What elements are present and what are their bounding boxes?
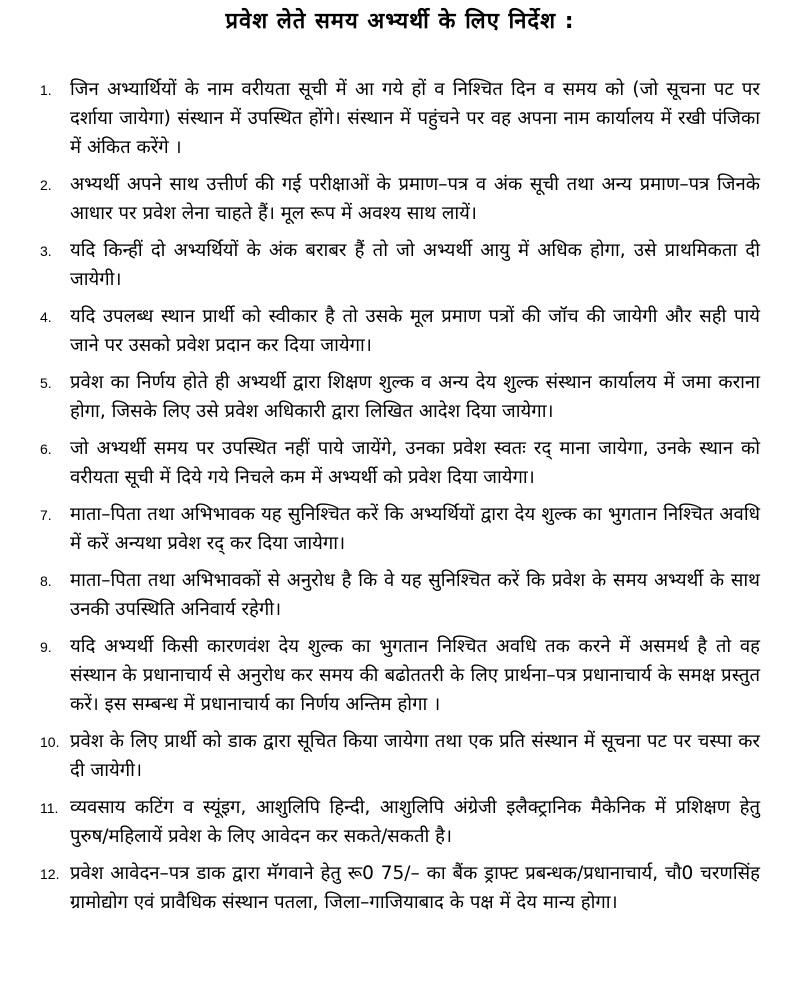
instruction-number: 5. (40, 374, 52, 391)
instruction-text: प्रवेश आवेदन–पत्र डाक द्वारा मॅगवाने हेतु रू0 75/– का बैंक ड्राफ्ट प्रबन्धक/प्रधानाचार्य, चौ0 चरणसिंह ग्रामोद्योग एवं प्रावैधिक संस्थान पतला, जिला–गाजियाबाद के पक्ष में देय मान्य होगा। (70, 862, 760, 913)
instruction-number: 6. (40, 440, 52, 457)
instruction-number: 12. (40, 865, 60, 882)
instruction-item (40, 368, 760, 426)
instruction-text: प्रवेश के लिए प्रार्थी को डाक द्वारा सूचित किया जायेगा तथा एक प्रति संस्थान में सूचना पट पर चस्पा कर दी जायेगी। (70, 730, 760, 781)
instruction-number: 1. (40, 81, 52, 98)
instruction-item (40, 170, 760, 228)
instruction-item (40, 859, 760, 917)
instruction-text: यदि किन्हीं दो अभ्यर्थियों के अंक बराबर हैं तो जो अभ्यर्थी आयु में अधिक होगा, उसे प्राथमिकता दी जायेगी। (70, 239, 760, 290)
instruction-text: माता–पिता तथा अभिभावक यह सुनिश्चित करें कि अभ्यर्थियों द्वारा देय शुल्क का भुगतान निश्चित अवधि में करें अन्यथा प्रवेश रद् कर दिया जायेगा। (70, 503, 760, 554)
instruction-number: 8. (40, 572, 52, 589)
instructions-list (40, 75, 760, 917)
instruction-number: 2. (40, 176, 52, 193)
instruction-number: 11. (40, 799, 59, 816)
instruction-number: 7. (40, 506, 52, 523)
instruction-item (40, 434, 760, 492)
instruction-text: जिन अभ्यार्थियों के नाम वरीयता सूची में आ गये हों व निश्चित दिन व समय को (जो सूचना पट पर दर्शाया जायेगा) संस्थान में उपस्थित होंगे। संस्थान में पहुंचने पर वह अपना नाम कार्यालय में रखी पंजिका में अंकित करेंगे । (70, 78, 760, 158)
instruction-item (40, 75, 760, 162)
instruction-text: यदि अभ्यर्थी किसी कारणवंश देय शुल्क का भुगतान निश्चित अवधि तक करने में असमर्थ है तो वह संस्थान के प्रधानाचार्य से अनुरोध कर समय की बढोततरी के लिए प्रार्थना–पत्र प्रधानाचार्य के समक्ष प्रस्तुत करें। इस सम्बन्ध में प्रधानाचार्य का निर्णय अन्तिम होगा । (70, 635, 760, 715)
instruction-item (40, 302, 760, 360)
instruction-text: जो अभ्यर्थी समय पर उपस्थित नहीं पाये जायेंगे, उनका प्रवेश स्वतः रद् माना जायेगा, उनके स्थान को वरीयता सूची में दिये गये निचले कम में अभ्यर्थी को प्रवेश दिया जायेगा। (70, 437, 760, 488)
instruction-item (40, 793, 760, 851)
page-title: प्रवेश लेते समय अभ्यर्थी के लिए निर्देश : (225, 9, 575, 34)
instruction-item (40, 632, 760, 719)
instruction-item (40, 500, 760, 558)
instruction-text: व्यवसाय कटिंग व स्यूंइग, आशुलिपि हिन्दी, आशुलिपि अंग्रेजी इलैक्ट्रानिक मैकेनिक में प्रशिक्षण हेतु पुरुष/महिलायें प्रवेश के लिए आवेदन कर सकते/सकती है। (70, 796, 760, 847)
instruction-text: प्रवेश का निर्णय होते ही अभ्यर्थी द्वारा शिक्षण शुल्क व अन्य देय शुल्क संस्थान कार्यालय में जमा कराना होगा, जिसके लिए उसे प्रवेश अधिकारी द्वारा लिखित आदेश दिया जायेगा। (70, 371, 760, 422)
instruction-text: माता–पिता तथा अभिभावकों से अनुरोध है कि वे यह सुनिश्चित करें कि प्रवेश के समय अभ्यर्थी के साथ उनकी उपस्थिति अनिवार्य रहेगी। (70, 569, 760, 620)
instruction-text: यदि उपलब्ध स्थान प्रार्थी को स्वीकार है तो उसके मूल प्रमाण पत्रों की जॉच की जायेगी और सही पाये जाने पर उसको प्रवेश प्रदान कर दिया जायेगा। (70, 305, 760, 356)
instruction-number: 10. (40, 733, 60, 750)
instruction-text: अभ्यर्थी अपने साथ उत्तीर्ण की गई परीक्षाओं के प्रमाण–पत्र व अंक सूची तथा अन्य प्रमाण–पत्र जिनके आधार पर प्रवेश लेना चाहते हैं। मूल रूप में अवश्य साथ लायें। (70, 173, 760, 224)
instruction-number: 3. (40, 242, 52, 259)
instruction-item (40, 566, 760, 624)
instruction-item (40, 236, 760, 294)
instruction-item (40, 727, 760, 785)
instruction-number: 4. (40, 308, 52, 325)
instruction-number: 9. (40, 638, 52, 655)
